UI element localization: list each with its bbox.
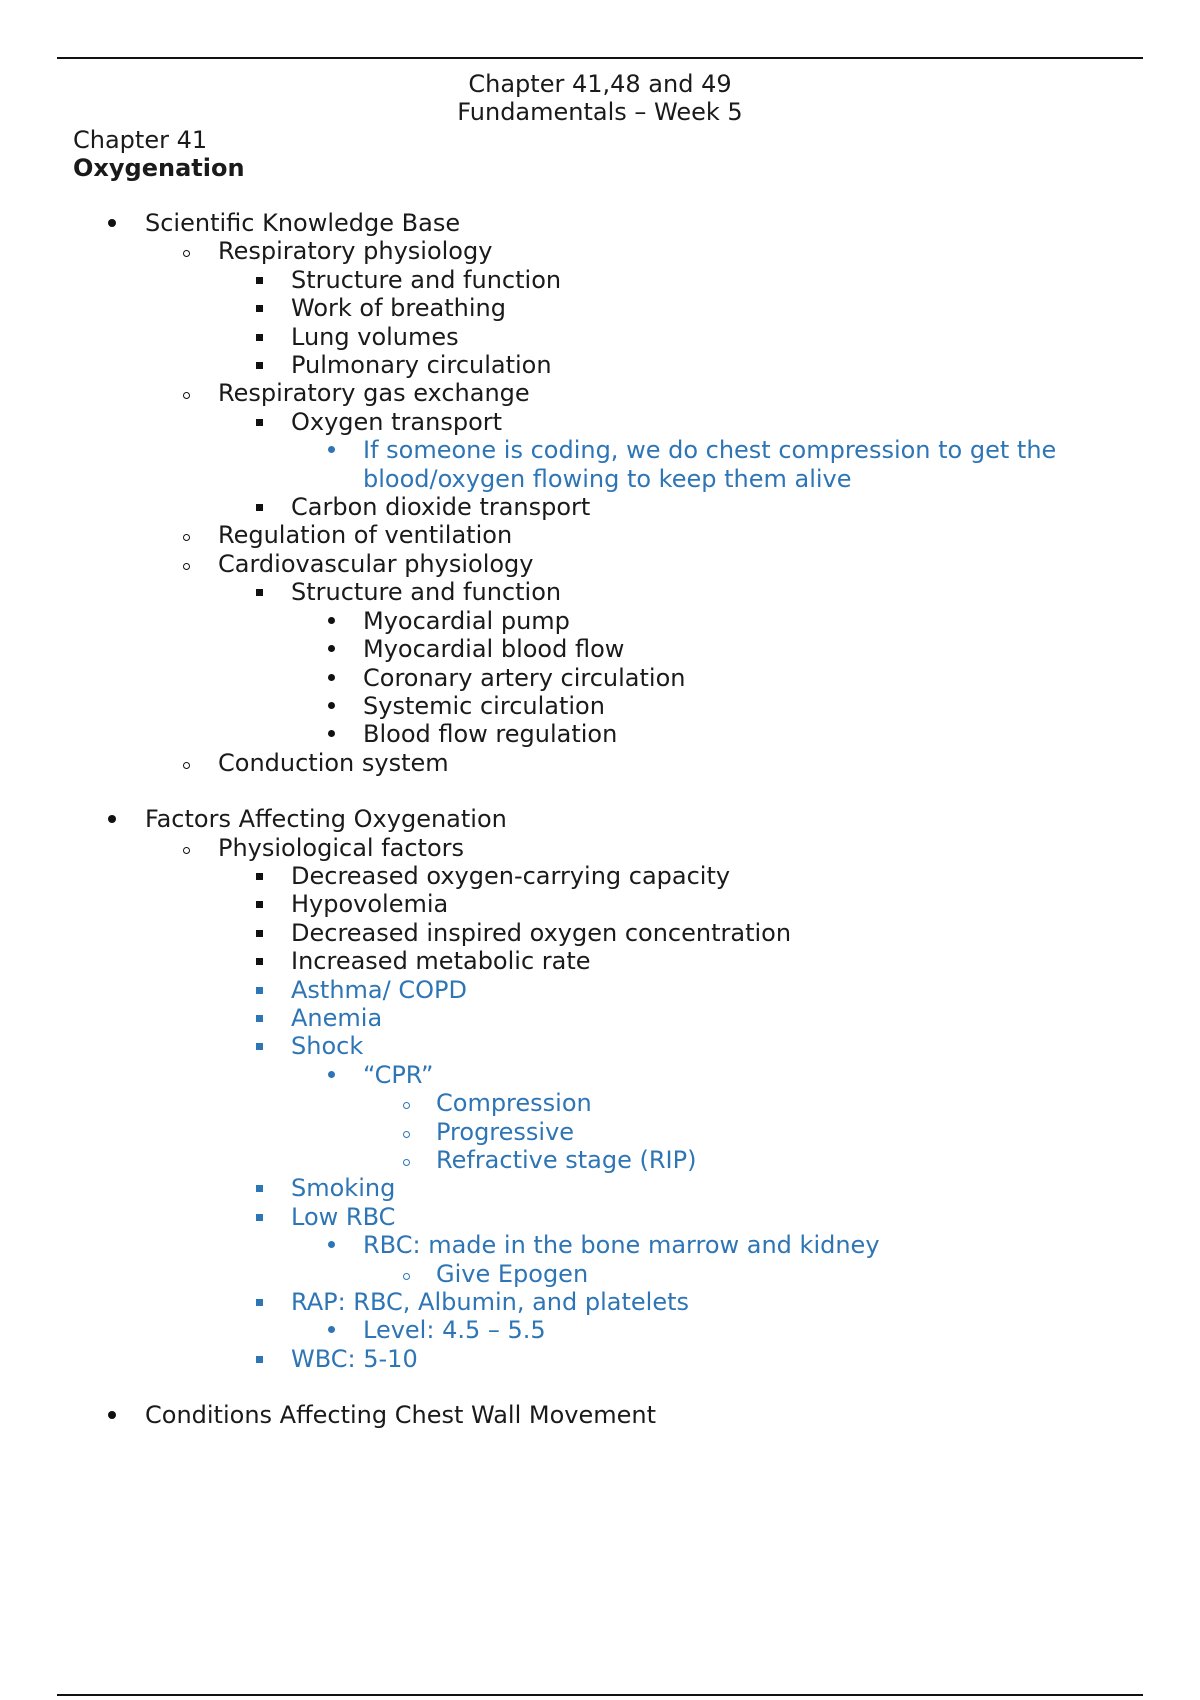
bullet-icon (108, 815, 116, 823)
bullet-icon (108, 1411, 116, 1419)
bullet-icon (256, 362, 263, 369)
outline-list (73, 209, 1133, 1430)
document-page (73, 70, 1133, 1430)
bottom-rule (57, 1694, 1143, 1696)
list-item: Blood flow regulation (73, 720, 1133, 748)
bullet-icon (256, 1015, 263, 1022)
list-item: Factors Affecting Oxygenation (73, 805, 1133, 833)
bullet-icon (403, 1102, 410, 1109)
bullet-icon (403, 1273, 410, 1280)
list-item-note: Asthma/ COPD (73, 976, 1133, 1004)
list-item-note: Refractive stage (RIP) (73, 1146, 1133, 1174)
spacer (73, 777, 1133, 805)
bullet-icon (256, 277, 263, 284)
bullet-icon (328, 1326, 335, 1333)
list-item: Oxygen transport (73, 408, 1133, 436)
bullet-icon (256, 1185, 263, 1192)
bullet-icon (328, 730, 335, 737)
list-item-note: Shock (73, 1032, 1133, 1060)
bullet-icon (183, 563, 190, 570)
bullet-icon (183, 534, 190, 541)
list-item-note: “CPR” (73, 1061, 1133, 1089)
bullet-icon (256, 1214, 263, 1221)
bullet-icon (256, 1356, 263, 1363)
list-item-note: RBC: made in the bone marrow and kidney (73, 1231, 1133, 1259)
bullet-icon (256, 305, 263, 312)
list-item-note: RAP: RBC, Albumin, and platelets (73, 1288, 1133, 1316)
bullet-icon (328, 1241, 335, 1248)
list-item-note: If someone is coding, we do chest compression to get the blood/oxygen flowing to keep them alive (73, 436, 1083, 493)
bullet-icon (328, 446, 335, 453)
bullet-icon (183, 392, 190, 399)
list-item: Respiratory gas exchange (73, 379, 1133, 407)
bullet-icon (403, 1159, 410, 1166)
list-item: Conduction system (73, 749, 1133, 777)
list-item: Structure and function (73, 266, 1133, 294)
list-item: Hypovolemia (73, 890, 1133, 918)
list-item: Myocardial blood flow (73, 635, 1133, 663)
list-item: Work of breathing (73, 294, 1133, 322)
list-item: Decreased inspired oxygen concentration (73, 919, 1133, 947)
list-item-note: WBC: 5-10 (73, 1345, 1133, 1373)
list-item-note: Anemia (73, 1004, 1133, 1032)
list-item: Systemic circulation (73, 692, 1133, 720)
list-item-note: Give Epogen (73, 1260, 1133, 1288)
bullet-icon (108, 219, 116, 227)
list-item: Decreased oxygen-carrying capacity (73, 862, 1133, 890)
bullet-icon (256, 504, 263, 511)
bullet-icon (183, 847, 190, 854)
top-rule (57, 57, 1143, 59)
header-line-1: Chapter 41,48 and 49 (468, 70, 732, 98)
spacer (73, 1373, 1133, 1401)
list-item: Structure and function (73, 578, 1133, 606)
list-item: Regulation of ventilation (73, 521, 1133, 549)
bullet-icon (403, 1131, 410, 1138)
bullet-icon (256, 334, 263, 341)
list-item: Physiological factors (73, 834, 1133, 862)
list-item: Lung volumes (73, 323, 1133, 351)
list-item: Carbon dioxide transport (73, 493, 1133, 521)
header-line-2: Fundamentals – Week 5 (457, 98, 743, 126)
list-item-note: Smoking (73, 1174, 1133, 1202)
bullet-icon (328, 617, 335, 624)
bullet-icon (256, 901, 263, 908)
list-item: Increased metabolic rate (73, 947, 1133, 975)
chapter-label: Chapter 41 (73, 126, 208, 154)
list-item: Myocardial pump (73, 607, 1133, 635)
list-item: Pulmonary circulation (73, 351, 1133, 379)
list-item-note: Level: 4.5 – 5.5 (73, 1316, 1133, 1344)
bullet-icon (256, 1299, 263, 1306)
bullet-icon (256, 987, 263, 994)
bullet-icon (256, 589, 263, 596)
document-header (67, 70, 1133, 126)
list-item: Respiratory physiology (73, 237, 1133, 265)
bullet-icon (328, 702, 335, 709)
bullet-icon (328, 645, 335, 652)
list-item: Cardiovascular physiology (73, 550, 1133, 578)
bullet-icon (256, 873, 263, 880)
list-item-note: Low RBC (73, 1203, 1133, 1231)
bullet-icon (256, 930, 263, 937)
bullet-icon (256, 419, 263, 426)
bullet-icon (328, 1071, 335, 1078)
list-item: Conditions Affecting Chest Wall Movement (73, 1401, 1133, 1429)
bullet-icon (256, 1043, 263, 1050)
bullet-icon (183, 762, 190, 769)
section-title: Oxygenation (73, 154, 245, 182)
bullet-icon (328, 674, 335, 681)
bullet-icon (183, 250, 190, 257)
list-item-note: Progressive (73, 1118, 1133, 1146)
list-item-note: Compression (73, 1089, 1133, 1117)
list-item: Scientific Knowledge Base (73, 209, 1133, 237)
bullet-icon (256, 958, 263, 965)
list-item: Coronary artery circulation (73, 664, 1133, 692)
